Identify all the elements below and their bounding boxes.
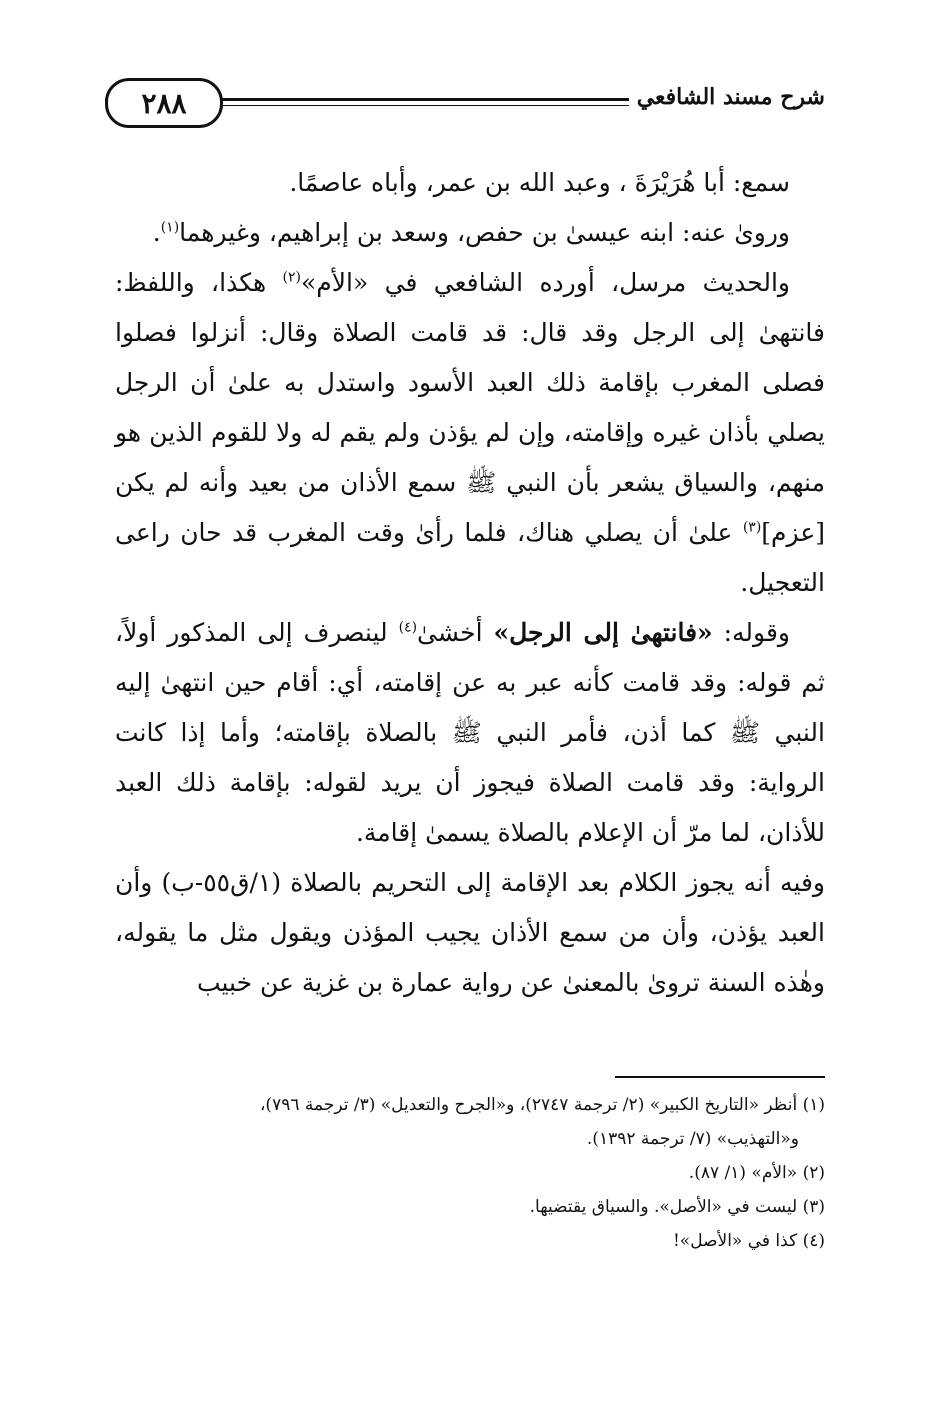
footnote-1: (١) أنظر «التاريخ الكبير» (٢/ ترجمة ٢٧٤٧)، و«الجرح والتعديل» (٣/ ترجمة ٧٩٦)،	[259, 1095, 825, 1115]
paragraph-3: والحديث مرسل، أورده الشافعي في «الأم»$^{(٢)}$ هكذا، واللفظ: فانتهىٰ إلى الرجل وقد قال: قد قامت الصلاة وقال: أنزلوا فصلوا فصلى المغرب بإقامة ذلك العبد الأسود واستدل به علىٰ أن الرجل يصلي بأذان غيره وإقامته، وإن لم يؤذن ولم يقم له ولا للقوم الذين هو منهم، والسياق يشعر بأن النبي ﷺ سمع الأذان من بعيد وأنه لم يكن [عزم]$^{(٣)}$ علىٰ أن يصلي هناك، فلما رأىٰ وقت المغرب قد حان راعى التعجيل.	[115, 268, 825, 597]
paragraph-1: سمع: أبا هُرَيْرَةَ ، وعبد الله بن عمر، وأباه عاصمًا.	[289, 168, 790, 197]
footnote-2: (٢) «الأم» (١/ ٨٧).	[688, 1163, 825, 1183]
footnotes	[115, 1088, 825, 1258]
running-header	[105, 78, 825, 126]
quoted-phrase: «فانتهىٰ إلى الرجل»	[493, 618, 713, 647]
footnote-ref-3: (٣)	[742, 519, 762, 536]
book-title: شرح مسند الشافعي	[629, 84, 825, 110]
page-number: ٢٨٨	[105, 78, 223, 128]
footnote-3: (٣) ليست في «الأصل». والسياق يقتضيها.	[529, 1197, 825, 1217]
footnote-ref-1: (١)	[160, 219, 180, 236]
footnote-4: (٤) كذا في «الأصل»!	[672, 1231, 825, 1251]
footnote-ref-4: (٤)	[398, 619, 418, 636]
footnote-separator	[615, 1076, 825, 1078]
footnote-ref-2: (٢)	[282, 269, 302, 286]
footnote-1-continued: و«التهذيب» (٧/ ترجمة ١٣٩٢).	[586, 1129, 799, 1149]
main-text	[115, 158, 825, 1008]
paragraph-4: وقوله: «فانتهىٰ إلى الرجل» أخشىٰ$^{(٤)}$ لينصرف إلى المذكور أولاً، ثم قوله: وقد قامت كأنه عبر به عن إقامته، أي: أقام حين انتهىٰ إليه النبي ﷺ كما أذن، فأمر النبي ﷺ بالصلاة بإقامته؛ وأما إذا كانت الرواية: وقد قامت الصلاة فيجوز أن يريد لقوله: بإقامة ذلك العبد للأذان، لما مرّ أن الإعلام بالصلاة يسمىٰ إقامة.	[115, 618, 825, 847]
paragraph-5: وفيه أنه يجوز الكلام بعد الإقامة إلى التحريم بالصلاة (١/ق٥٥-ب) وأن العبد يؤذن، وأن من سمع الأذان يجيب المؤذن ويقول مثل ما يقوله، وهٰذه السنة تروىٰ بالمعنىٰ عن رواية عمارة بن غزية عن خبيب	[115, 868, 826, 997]
paragraph-2: وروىٰ عنه: ابنه عيسىٰ بن حفص، وسعد بن إبراهيم، وغيرهما$^{(١)}$.	[152, 218, 790, 247]
